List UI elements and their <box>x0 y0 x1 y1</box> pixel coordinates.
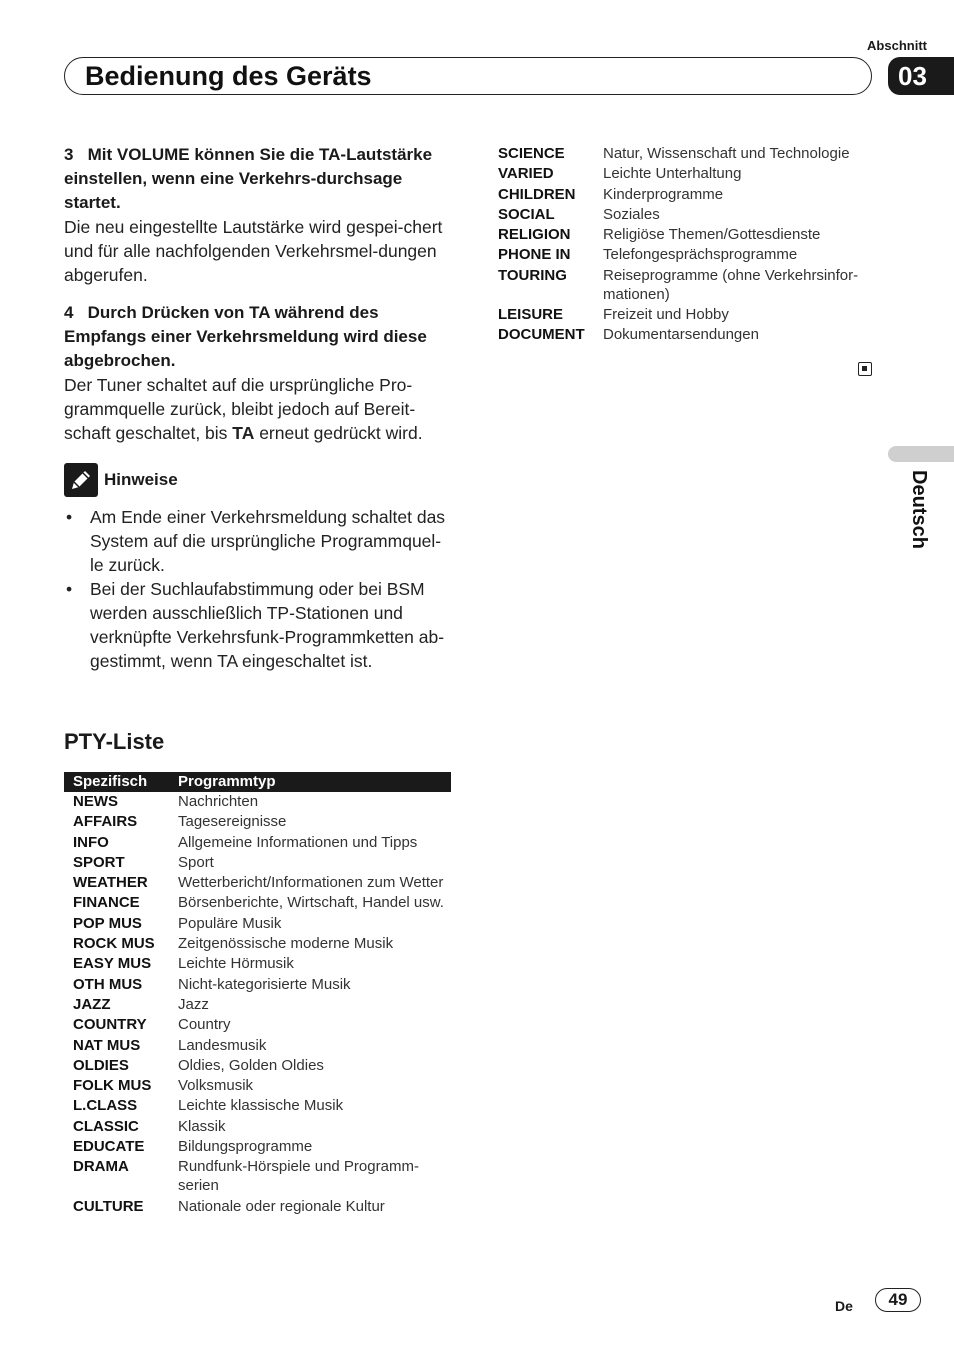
table-row <box>489 325 889 345</box>
language-tab-label: Deutsch <box>908 470 930 549</box>
footer-language-code: De <box>835 1298 853 1314</box>
pty-code: SCIENCE <box>498 145 565 162</box>
list-item <box>64 505 454 577</box>
bullet-icon: • <box>66 507 73 527</box>
pty-description: Bildungsprogramme <box>178 1138 313 1156</box>
pty-description: Country <box>178 1016 231 1034</box>
table-row <box>64 1157 451 1196</box>
pty-code: OTH MUS <box>73 975 143 993</box>
table-row <box>64 893 451 913</box>
pty-code: NEWS <box>73 793 118 810</box>
pty-code: CLASSIC <box>73 1117 139 1135</box>
table-header-row <box>64 772 451 792</box>
table-row <box>489 225 889 245</box>
column-header-code: Spezifisch <box>64 772 171 792</box>
pty-description: Telefongesprächsprogramme <box>603 246 798 264</box>
pty-code: SOCIAL <box>498 205 555 223</box>
pty-code: FINANCE <box>73 894 140 912</box>
pty-code: VARIED <box>498 165 554 183</box>
step-4 <box>64 301 454 445</box>
pty-description: Landesmusik <box>178 1036 267 1054</box>
notes-header <box>64 463 454 497</box>
table-row <box>64 812 451 832</box>
pty-code: WEATHER <box>73 874 148 892</box>
pty-code: SPORT <box>73 853 125 871</box>
page-title: Bedienung des Geräts <box>85 61 372 91</box>
pty-description: Oldies, Golden Oldies <box>178 1056 324 1074</box>
column-header-type: Programmtyp <box>171 772 451 792</box>
pty-code: AFFAIRS <box>73 813 138 831</box>
pty-code: CHILDREN <box>498 185 576 203</box>
table-row <box>64 792 451 812</box>
step-3 <box>64 143 454 287</box>
title-bar <box>64 57 872 95</box>
list-item <box>64 577 454 673</box>
pty-code: JAZZ <box>73 995 111 1013</box>
pty-description: Klassik <box>178 1117 226 1135</box>
pty-description: Populäre Musik <box>178 914 282 932</box>
pty-description: Natur, Wissenschaft und Technologie <box>603 145 850 162</box>
pty-description: Jazz <box>178 995 209 1013</box>
pty-description: Reiseprogramme (ohne Verkehrsinfor-mationen) <box>603 266 859 303</box>
table-row <box>64 1076 451 1096</box>
pty-code: FOLK MUS <box>73 1077 152 1095</box>
table-row <box>489 305 889 325</box>
pty-description: Volksmusik <box>178 1077 254 1095</box>
note-text: Am Ende einer Verkehrsmeldung schaltet das System auf die ursprüngliche Programmquel-le zurück. <box>90 507 446 575</box>
pty-description: Freizeit und Hobby <box>603 306 729 324</box>
step-heading: 3 Mit VOLUME können Sie die TA-Lautstärke einstellen, wenn eine Verkehrs-durchsage startet. <box>64 145 433 212</box>
left-column <box>64 143 454 673</box>
table-row <box>489 205 889 225</box>
table-row <box>64 1056 451 1076</box>
pty-code: RELIGION <box>498 226 571 244</box>
table-row <box>64 1197 451 1217</box>
pty-description: Soziales <box>603 205 660 223</box>
step-body <box>64 373 454 445</box>
pty-description: Leichte klassische Musik <box>178 1097 344 1115</box>
pty-description: Nationale oder regionale Kultur <box>178 1197 385 1215</box>
ta-key-label: TA <box>232 423 255 443</box>
chapter-number: 03 <box>888 57 954 95</box>
step-body-text: Der Tuner schaltet auf die ursprüngliche Pro-grammquelle zurück, bleibt jedoch auf Bereit-schaft geschaltet, bis <box>64 375 416 443</box>
notes-list <box>64 505 454 673</box>
step-body-text: erneut gedrückt wird. <box>254 423 423 443</box>
pty-description: Börsenberichte, Wirtschaft, Handel usw. <box>178 894 444 912</box>
pty-code: EASY MUS <box>73 955 152 973</box>
pty-description: Zeitgenössische moderne Musik <box>178 935 394 953</box>
bullet-icon: • <box>66 579 73 599</box>
pty-code: INFO <box>73 833 109 851</box>
pty-description: Kinderprogramme <box>603 185 724 203</box>
pty-code: EDUCATE <box>73 1138 145 1156</box>
table-row <box>64 853 451 873</box>
table-row <box>64 934 451 954</box>
pty-description: Dokumentarsendungen <box>603 326 759 344</box>
pty-description: Wetterbericht/Informationen zum Wetter <box>178 874 444 892</box>
pty-description: Rundfunk-Hörspiele und Programm-serien <box>178 1158 419 1195</box>
pencil-icon <box>64 463 98 497</box>
pty-code: COUNTRY <box>73 1016 147 1034</box>
pty-code: DOCUMENT <box>498 326 585 344</box>
table-row <box>489 144 889 164</box>
table-row <box>489 185 889 205</box>
pty-description: Sport <box>178 853 214 871</box>
pty-heading: PTY-Liste <box>64 729 165 754</box>
table-row <box>489 245 889 265</box>
table-row <box>64 1015 451 1035</box>
table-row <box>64 833 451 853</box>
table-row <box>64 954 451 974</box>
pty-code: ROCK MUS <box>73 935 155 953</box>
pty-code: LEISURE <box>498 306 564 324</box>
table-row <box>64 1117 451 1137</box>
pty-code: CULTURE <box>73 1197 144 1215</box>
pty-table-left <box>64 772 451 1217</box>
pty-code: TOURING <box>498 266 567 284</box>
step-body: Die neu eingestellte Lautstärke wird gespei-chert und für alle nachfolgenden Verkehrsmel-dungen abgerufen. <box>64 217 443 285</box>
pty-code: OLDIES <box>73 1056 129 1074</box>
page-number: 49 <box>875 1288 921 1312</box>
table-row <box>64 1096 451 1116</box>
table-row <box>64 914 451 934</box>
pty-code: POP MUS <box>73 914 142 932</box>
table-row <box>64 873 451 893</box>
language-tab-marker <box>888 446 954 462</box>
table-row <box>64 995 451 1015</box>
pty-table-right <box>489 144 889 346</box>
pty-description: Nachrichten <box>178 793 259 810</box>
pty-code: DRAMA <box>73 1158 129 1176</box>
pty-code: NAT MUS <box>73 1036 141 1054</box>
table-row <box>489 266 889 305</box>
pty-description: Religiöse Themen/Gottesdienste <box>603 226 821 244</box>
note-text: Bei der Suchlaufabstimmung oder bei BSM werden ausschließlich TP-Stationen und verknüpfte Verkehrsfunk-Programmketten ab-gestimmt, wenn TA eingeschaltet ist. <box>90 579 445 671</box>
pty-description: Leichte Unterhaltung <box>603 165 742 183</box>
step-heading: 4 Durch Drücken von TA während des Empfangs einer Verkehrsmeldung wird diese abgebrochen. <box>64 303 427 370</box>
end-of-section-icon <box>858 362 872 376</box>
table-row <box>64 975 451 995</box>
table-row <box>489 164 889 184</box>
table-row <box>64 1036 451 1056</box>
pty-description: Tagesereignisse <box>178 813 287 831</box>
pty-code: PHONE IN <box>498 246 571 264</box>
pty-description: Leichte Hörmusik <box>178 955 294 973</box>
section-label: Abschnitt <box>867 38 927 53</box>
pty-code: L.CLASS <box>73 1097 138 1115</box>
notes-title: Hinweise <box>104 470 178 489</box>
table-row <box>64 1137 451 1157</box>
pty-description: Allgemeine Informationen und Tipps <box>178 833 418 851</box>
pty-description: Nicht-kategorisierte Musik <box>178 975 351 993</box>
